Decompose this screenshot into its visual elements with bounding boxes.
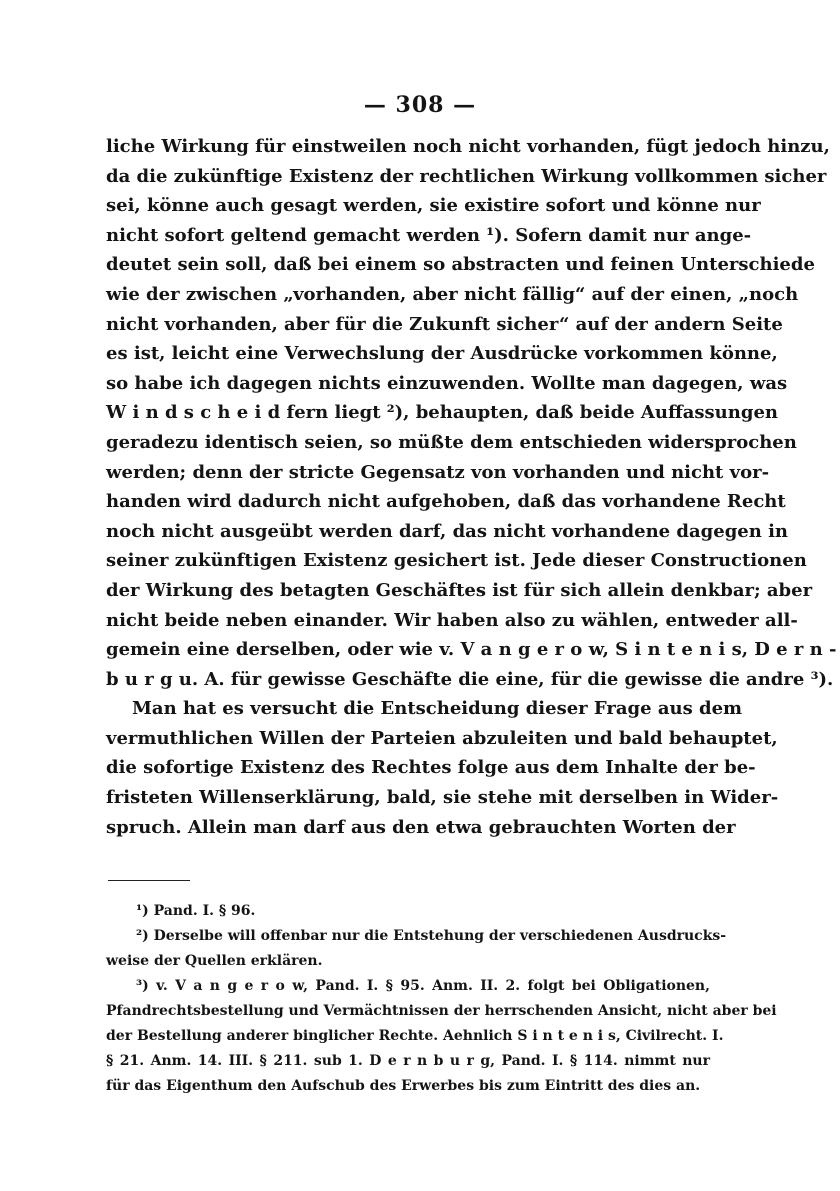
footnote-line: § 21. Anm. 14. III. § 211. sub 1. D e r n b u r g, Pand. I. § 114. nimmt nur <box>106 1053 710 1069</box>
footnote-line: ²) Derselbe will offenbar nur die Entstehung der verschiedenen Ausdrucks- <box>136 928 727 944</box>
text-line: gemein eine derselben, oder wie v. V a n g e r o w, S i n t e n i s, D e r n - <box>106 639 837 661</box>
footnote-line: Pfandrechtsbestellung und Vermächtnissen der herrschenden Ansicht, nicht aber bei <box>106 1003 777 1019</box>
text-line: sei, könne auch gesagt werden, sie existire sofort und könne nur <box>106 195 761 217</box>
text-line: liche Wirkung für einstweilen noch nicht vorhanden, fügt jedoch hinzu, <box>106 136 830 157</box>
footnote-line: weise der Quellen erklären. <box>106 953 323 969</box>
footnote-line: ¹) Pand. I. § 96. <box>136 903 256 919</box>
text-line: fristeten Willenserklärung, bald, sie stehe mit derselben in Wider- <box>106 787 779 809</box>
text-line: es ist, leicht eine Verwechslung der Ausdrücke vorkommen könne, <box>106 343 778 365</box>
text-line: nicht beide neben einander. Wir haben also zu wählen, entweder all- <box>106 609 798 631</box>
text-line: nicht sofort geltend gemacht werden ¹). Sofern damit nur ange- <box>106 224 752 246</box>
footnote-line: der Bestellung anderer binglicher Rechte. Aehnlich S i n t e n i s, Civilrecht. I. <box>106 1028 724 1044</box>
footnotes <box>106 899 777 1099</box>
text-line: vermuthlichen Willen der Parteien abzuleiten und bald behauptet, <box>106 727 778 749</box>
footnote-line: für das Eigenthum den Aufschub des Erwerbes bis zum Eintritt des dies an. <box>106 1078 701 1094</box>
text-line: werden; denn der stricte Gegensatz von vorhanden und nicht vor- <box>106 461 770 483</box>
text-line: deutet sein soll, daß bei einem so abstracten und feinen Unterschiede <box>106 254 815 276</box>
footnote-divider <box>108 880 190 881</box>
text-line: noch nicht ausgeübt werden darf, das nicht vorhandene dagegen in <box>106 520 789 542</box>
text-line: die sofortige Existenz des Rechtes folge aus dem Inhalte der be- <box>106 757 756 779</box>
main-text <box>106 132 837 842</box>
text-line: handen wird dadurch nicht aufgehoben, daß das vorhandene Recht <box>106 491 786 513</box>
text-line: geradezu identisch seien, so müßte dem entschieden widersprochen <box>106 431 797 453</box>
text-line: wie der zwischen „vorhanden, aber nicht fällig“ auf der einen, „noch <box>106 283 799 305</box>
paragraph-start-line: Man hat es versucht die Entscheidung dieser Frage aus dem <box>132 698 743 720</box>
text-line: spruch. Allein man darf aus den etwa gebrauchten Worten der <box>106 816 736 838</box>
text-line: der Wirkung des betagten Geschäftes ist für sich allein denkbar; aber <box>106 579 813 601</box>
text-line: b u r g u. A. für gewisse Geschäfte die eine, für die gewisse die andre ³). <box>106 668 834 690</box>
text-line: da die zukünftige Existenz der rechtlichen Wirkung vollkommen sicher <box>106 165 827 187</box>
page-number: — 308 — <box>363 92 477 118</box>
text-line: W i n d s c h e i d fern liegt ²), behaupten, daß beide Auffassungen <box>106 402 778 424</box>
text-line: seiner zukünftigen Existenz gesichert ist. Jede dieser Constructionen <box>106 550 807 572</box>
footnote-line: ³) v. V a n g e r o w, Pand. I. § 95. Anm. II. 2. folgt bei Obligationen, <box>136 978 710 994</box>
text-line: so habe ich dagegen nichts einzuwenden. Wollte man dagegen, was <box>106 372 788 394</box>
text-line: nicht vorhanden, aber für die Zukunft sicher“ auf der andern Seite <box>106 313 783 335</box>
